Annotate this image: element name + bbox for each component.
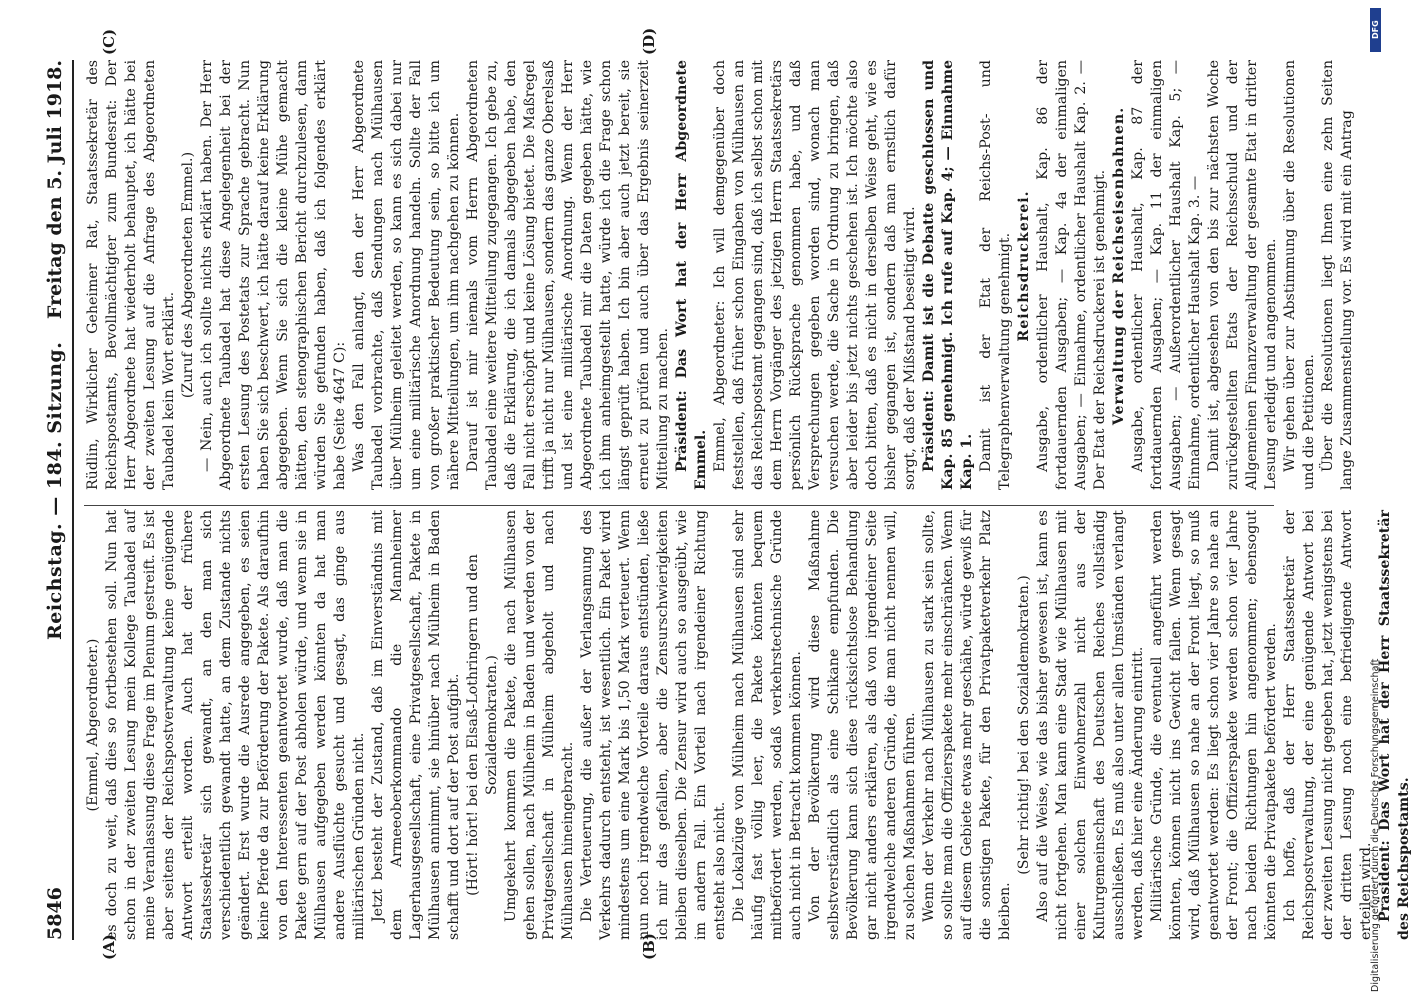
margin-marker-d: (D) (640, 27, 658, 55)
section-heading: Reichsdruckerei. (1016, 190, 1032, 342)
session-date: Freitag den 5. Juli 1918. (44, 60, 66, 320)
paragraph: Darauf ist mir niemals vom Herrn Abgeordneten Taubadel eine weitere Mitteilung zugegangen. Ich gebe zu, daß die Erklärung, die ich damals abgegeben habe, den Fall nicht erschöpft und keine Lösung bietet. Die Maßregel trifft ja nicht nur Mülhausen, sondern das ganze Oberelsaß und ist eine militärische Anordnung. Wenn der Herr Abgeordnete Taubadel mir die Daten gegeben hätte, wie ich ihm anheimgestellt hatte, würde ich die Frage schon längst geprüft haben. Ich bin aber auch jetzt bereit, sie erneut zu prüfen und auch über das Ergebnis seinerzeit Mitteilung zu machen. (465, 60, 671, 490)
president-remark: Präsident: Das Wort hat der Herr Abgeordnete Emmel. (674, 60, 709, 490)
margin-marker-c: (C) (100, 28, 118, 55)
paragraph: Wenn der Verkehr nach Mülhausen zu stark sein sollte, so sollte man die Offizierspakete mehr einschränken. Wenn auf diesem Gebiete etwas mehr geschähe, würde gewiß für die sonstigen Pakete, für den Privatpaketverkehr Platz bleiben. (921, 510, 1013, 940)
margin-marker-a: (A) (100, 934, 118, 960)
president-remark: Präsident: Das Wort hat der Herr Staatssekretär des Reichspostamts. (1377, 510, 1412, 940)
paragraph: Jetzt besteht der Zustand, daß im Einverständnis mit dem Armeeoberkommando die Mannheimer Lagerhausgesellschaft, eine Privatgesellschaft, Pakete in Mülhausen annimmt, sie hinüber nach Mülheim in Baden schafft und dort auf der Post aufgibt. (370, 510, 462, 940)
paragraph: Von der Bevölkerung wird diese Maßnahme selbstverständlich als eine Schikane empfunden. Die Bevölkerung kann sich diese rücksichtslose Behandlung gar nicht anders erklären, als daß von irgendeiner Seite irgendwelche anderen Gründe, die man nicht nennen will, zu solchen Maßnahmen führen. (807, 510, 918, 940)
paragraph: Die Verteuerung, die außer der Verlangsamung des Verkehrs dadurch entsteht, ist wesentlich. Ein Paket wird mindestens um eine Mark bis 1,50 Mark verteuert. Wenn nun noch irgendwelche Vorteile daraus entstünden, ließe ich mir das gefallen, aber die Zensurschwierigkeiten bleiben dieselben. Die Zensur wird auch so ausgeübt, wie im andern Fall. Ein Vorteil nach irgendeiner Richtung entsteht also nicht. (579, 510, 728, 940)
paragraph: Also auf die Weise, wie das bisher gewesen ist, kann es nicht fortgehen. Man kann eine Stadt wie Mülhausen mit einer solchen Einwohnerzahl nicht aus der Kulturgemeinschaft des Deutschen Reiches vollständig ausschließen. Es muß also unter allen Umständen verlangt werden, daß hier eine Änderung eintritt. (1035, 510, 1146, 940)
paragraph: Ausgabe, ordentlicher Haushalt, Kap. 87 der fortdauernden Ausgaben; — Kap. 11 der einmaligen Ausgaben; — Außerordentlicher Haushalt Kap. 5; — Einnahme, ordentlicher Haushalt Kap. 3. — (1130, 60, 1203, 490)
paragraph: Wir gehen über zur Abstimmung über die Resolutionen und die Petitionen. (1282, 60, 1317, 490)
session-title: Reichstag. — 184. Sitzung. (44, 341, 66, 640)
speaker-note: (Emmel, Abgeordneter.) (85, 638, 101, 812)
page-number: 5846 (44, 887, 66, 940)
paragraph: Umgekehrt kommen die Pakete, die nach Mülhausen gehen sollen, nach Mülheim in Baden und werden von der Privatgesellschaft in Mülheim abgeholt und nach Mülhausen hineingebracht. (503, 510, 576, 940)
paragraph: Rüdlin, Wirklicher Geheimer Rat, Staatssekretär des Reichspostamts, Bevollmächtigter zum Bundesrat: Der Herr Abgeordnete hat wiederholt behauptet, ich hätte bei der zweiten Lesung auf die Anfrage des Abgeordneten Taubadel kein Wort erklärt. (85, 60, 177, 490)
paragraph: Militärische Gründe, die eventuell angeführt werden könnten, können nicht ins Gewicht fallen. Wenn gesagt wird, daß Mülhausen so nahe an der Front liegt, so muß geantwortet werden: Es liegt schon vier Jahre so nahe an der Front; die Offizierspakete werden schon vier Jahre nach beiden Richtungen hin angenommen; ebensogut könnten die Privatpakete befördert werden. (1149, 510, 1279, 940)
section-heading: Verwaltung der Reichseisenbahnen. (1111, 106, 1127, 426)
column-divider (84, 505, 1274, 506)
interjection: (Sehr richtig! bei den Sozialdemokraten.) (1016, 575, 1032, 875)
page-header (38, 60, 74, 940)
paragraph: es doch zu weit, daß dies so fortbestehen soll. Nun hat schon in der zweiten Lesung mein Kollege Taubadel auf meine Veranlassung diese Frage im Plenum gestreift. Es ist aber seitens der Reichspostverwaltung keine genügende Antwort erteilt worden. Auch hat der frühere Staatssekretär sich gewandt, an den man sich verschiedentlich gewandt hatte, an dem Zustande nichts geändert. Erst wurde die Ausrede angegeben, es seien keine Pferde da zur Beförderung der Pakete. Als daraufhin von den Interessenten geantwortet wurde, daß man die Pakete gern auf der Post abholen würde, und wenn sie in Mülhausen aufgegeben werden könnten da hat man andere Ausflüchte gesucht und gesagt, das ginge aus militärischen Gründen nicht. (104, 510, 367, 940)
paragraph: Die Lokalzüge von Mülheim nach Mülhausen sind sehr häufig fast völlig leer, die Pakete könnten bequem mitbefördert werden, sodaß verkehrstechnische Gründe auch nicht in Betracht kommen können. (731, 510, 804, 940)
right-text-column (84, 60, 1355, 490)
paragraph: Ich hoffe, daß der Herr Staatssekretär der Reichspostverwaltung, der eine genügende Antwort bei der zweiten Lesung nicht gegeben hat, jetzt wenigstens bei der dritten Lesung noch eine befriedigende Antwort erteilen wird. (1282, 510, 1374, 940)
paragraph: Ausgabe, ordentlicher Haushalt, Kap. 86 der fortdauernden Ausgaben; — Kap. 4a der einmaligen Ausgaben; — Einnahme, ordentlicher Haushalt Kap. 2. — Der Etat der Reichsdruckerei ist genehmigt. (1035, 60, 1108, 490)
dfg-logo: DFG (1370, 8, 1381, 52)
paragraph: Emmel, Abgeordneter: Ich will demgegenüber doch feststellen, daß früher schon Eingaben von Mülhausen an das Reichspostamt gegangen sind, daß ich selbst schon mit dem Herrn Vorgänger des jetzigen Herrn Staatssekretärs persönlich Rücksprache genommen habe, und daß Versprechungen gegeben worden sind, wonach man versuchen werde, die Sache in Ordnung zu bringen, daß aber leider bis jetzt nichts geschehen ist. Ich möchte also doch bitten, daß es nicht in derselben Weise geht, wie es bisher gegangen ist, sondern daß man ernstlich dafür sorgt, daß der Mißstand beseitigt wird. (712, 60, 918, 490)
paragraph: Damit ist der Etat der Reichs-Post- und Telegraphenverwaltung genehmigt. (978, 60, 1013, 490)
paragraph: — Nein, auch ich sollte nichts erklärt haben. Der Herr Abgeordnete Taubadel hat diese Angelegenheit bei der ersten Lesung des Postetats zur Sprache gebracht. Nun haben Sie sich beschwert, ich hätte darauf keine Erklärung abgegeben. Wenn Sie sich die kleine Mühe gemacht hätten, den stenographischen Bericht durchzulesen, dann würden Sie gefunden haben, daß ich folgendes erklärt habe (Seite 4647 C): (199, 60, 348, 490)
funding-note: Digitalisierung gefördert durch die Deutsche Forschungsgemeinschaft (1370, 658, 1381, 992)
margin-marker-b: (B) (640, 933, 658, 960)
interjection: (Zuruf des Abgeordneten Emmel.) (180, 151, 196, 399)
quoted-statement: Was den Fall anlangt, den der Herr Abgeordnete Taubadel vorbrachte, daß Sendungen nach Mülhausen über Mülheim geleitet werden, so kann es sich dabei nur um eine militärische Anordnung handeln. Sollte der Fall von großer praktischer Bedeutung sein, so bitte ich um nähere Mitteilungen, um ihm nachgehen zu können. (351, 60, 462, 490)
president-remark: Präsident: Damit ist die Debatte geschlossen und Kap. 85 genehmigt. Ich rufe auf Kap. 4; — Einnahme Kap. 1. (921, 60, 975, 490)
paragraph: Über die Resolutionen liegt Ihnen eine zehn Seiten lange Zusammenstellung vor. Es wird mit ein Antrag (1320, 60, 1355, 490)
interjection: (Hört! hört! bei den Elsaß-Lothringern und den Sozialdemokraten.) (465, 554, 500, 896)
paragraph: Damit ist, abgesehen von den bis zur nächsten Woche zurückgestellten Etats der Reichsschuld und der Allgemeinen Finanzverwaltung der gesamte Etat in dritter Lesung erledigt und angenommen. (1206, 60, 1279, 490)
